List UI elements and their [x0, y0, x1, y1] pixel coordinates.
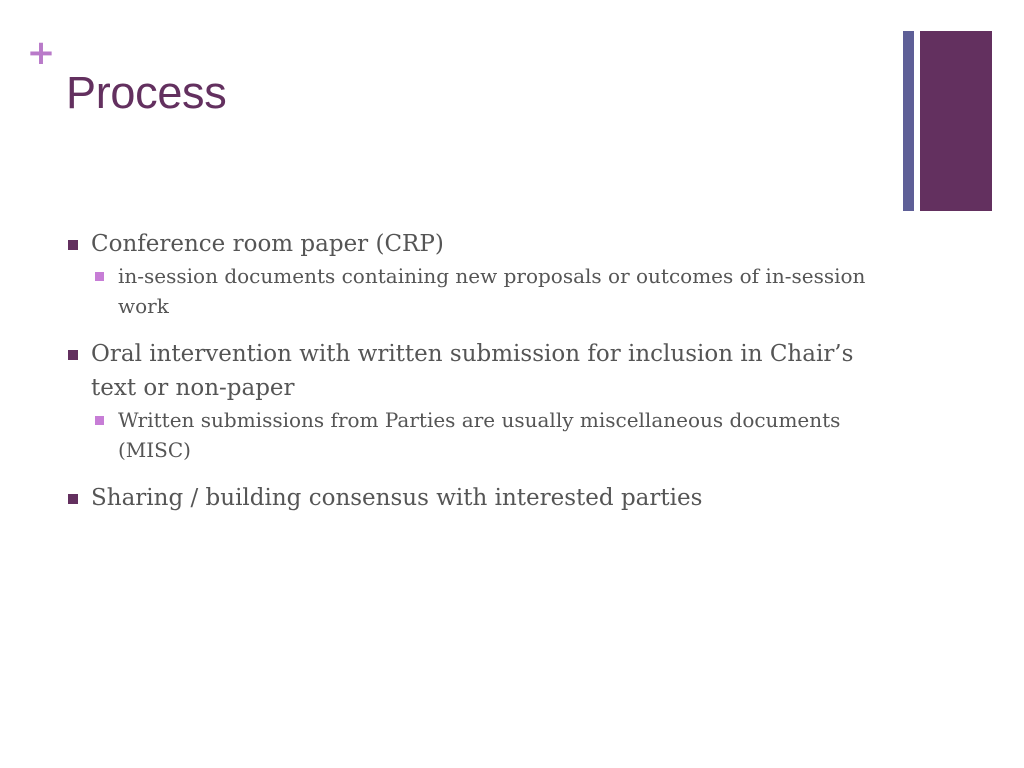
square-bullet-icon: [95, 416, 104, 425]
accent-bar-thin: [903, 31, 914, 211]
spacer: [66, 465, 866, 481]
sub-bullet-item: [93, 261, 866, 321]
bullet-list: [66, 227, 866, 515]
bullet-item: [66, 227, 866, 261]
square-bullet-icon: [68, 350, 78, 360]
bullet-item: [66, 337, 866, 405]
sub-bullet-item: [93, 405, 866, 465]
bullet-text: Conference room paper (CRP): [91, 231, 444, 257]
bullet-text: Sharing / building consensus with interested parties: [91, 485, 703, 511]
accent-bar-wide: [920, 31, 992, 211]
slide-title: Process: [66, 67, 227, 118]
sub-bullet-text: Written submissions from Parties are usually miscellaneous documents (MISC): [118, 408, 841, 462]
square-bullet-icon: [68, 494, 78, 504]
square-bullet-icon: [68, 240, 78, 250]
square-bullet-icon: [95, 272, 104, 281]
bullet-item: [66, 481, 866, 515]
bullet-text: Oral intervention with written submission for inclusion in Chair’s text or non-paper: [91, 341, 854, 401]
spacer: [66, 321, 866, 337]
plus-icon: +: [26, 33, 56, 73]
sub-bullet-text: in-session documents containing new proposals or outcomes of in-session work: [118, 264, 866, 318]
